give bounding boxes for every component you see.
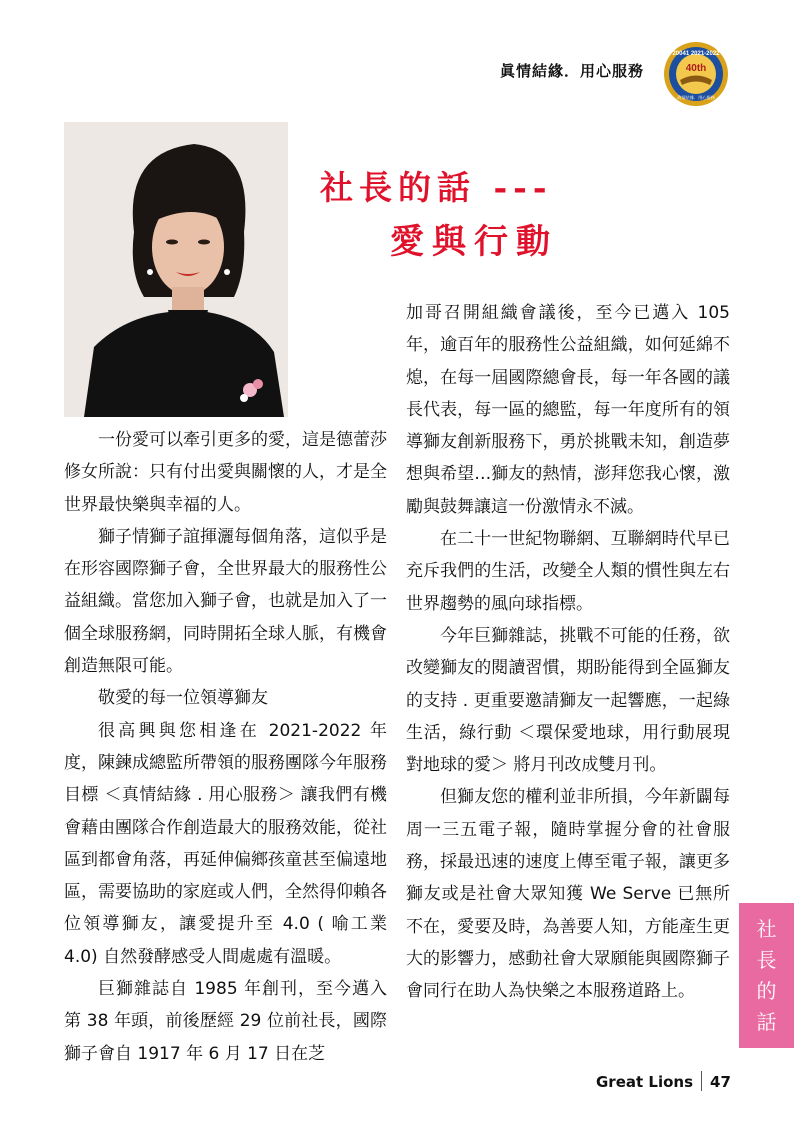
section-side-tab: [739, 903, 794, 1048]
badge-center-text: 40th: [685, 63, 707, 74]
portrait-photo: [64, 122, 288, 417]
paragraph: 獅子情獅子誼揮灑每個角落，這似乎是在形容國際獅子會，全世界最大的服務性公益組織。當您加入獅子會，也就是加入了一個全球服務網，同時開拓全球人脈，有機會創造無限可能。: [64, 526, 387, 677]
paragraph: 今年巨獅雜誌，挑戰不可能的任務，欲改變獅友的閱讀習慣，期盼能得到全區獅友的支持 . 更重要邀請獅友一起響應，一起綠生活，綠行動 ＜環保愛地球，用行動展現對地球的愛＞ 將月刊改成雙月刊。: [406, 625, 730, 776]
side-tab-char: 長: [756, 947, 777, 972]
footer-divider: [701, 1071, 702, 1091]
article-title-line-1: 社長的話 ---: [320, 168, 553, 207]
page-number: 47: [710, 1073, 731, 1091]
paragraph: 一份愛可以牽引更多的愛，這是德蕾莎修女所說：只有付出愛與關懷的人，才是全世界最快樂與幸福的人。: [64, 430, 387, 515]
badge-bottom-text: 眞情結緣．用心服務: [677, 95, 715, 100]
badge-top-text: 20041 2021-2022: [672, 51, 720, 57]
paragraph: 巨獅雜誌自 1985 年創刊，至今邁入第 38 年頭，前後歷經 29 位前社長，國際獅子會自 1917 年 6 月 17 日在芝: [64, 979, 387, 1064]
paragraph: 加哥召開組織會議後，至今已邁入 105 年，逾百年的服務性公益組織，如何延綿不熄，在每一屆國際總會長，每一年各國的議長代表，每一區的總監，每一年度所有的領導獅友創新服務下，勇於挑戰未知，創造夢想與希望…獅友的熱情，澎拜您我心懷，激勵與鼓舞讓這一份激情永不滅。: [406, 303, 730, 517]
page-footer: [596, 1071, 731, 1091]
paragraph: 但獅友您的權利並非所損，今年新闢每周一三五電子報，隨時掌握分會的社會服務，採最迅速的速度上傳至電子報，讓更多獅友或是社會大眾知獲 We Serve 已無所不在，愛要及時，為善要人知，方能產生更大的影響力，感動社會大眾願能與國際獅子會同行在助人為快樂之本服務道路上。: [406, 787, 730, 1002]
magazine-name: Great Lions: [596, 1073, 694, 1091]
side-tab-char: 社: [756, 916, 777, 941]
paragraph: 敬愛的每一位領導獅友: [98, 688, 268, 709]
body-column-right: [406, 297, 730, 1008]
paragraph: 很高興與您相逢在 2021-2022 年度，陳鍊成總監所帶領的服務團隊今年服務目標 ＜真情結緣 . 用心服務＞ 讓我們有機會藉由團隊合作創造最大的服務效能，從社區到都會角落，再延伸偏鄉孩童甚至偏遠地區，需要協助的家庭或人們，全然得仰賴各位領導獅友，讓愛提升至 4.0 ( 喻工業 4.0) 自然發酵感受人間處處有溫暖。: [64, 720, 387, 967]
side-tab-char: 話: [756, 1009, 777, 1034]
anniversary-badge: [663, 41, 729, 107]
side-tab-char: 的: [756, 978, 777, 1003]
paragraph: 在二十一世紀物聯網、互聯網時代早已充斥我們的生活，改變全人類的慣性與左右世界趨勢的風向球指標。: [406, 529, 730, 614]
article-title-line-2: 愛與行動: [390, 222, 558, 262]
header-slogan: 眞情結緣．用心服務: [499, 62, 644, 80]
body-column-left: [64, 424, 387, 1070]
